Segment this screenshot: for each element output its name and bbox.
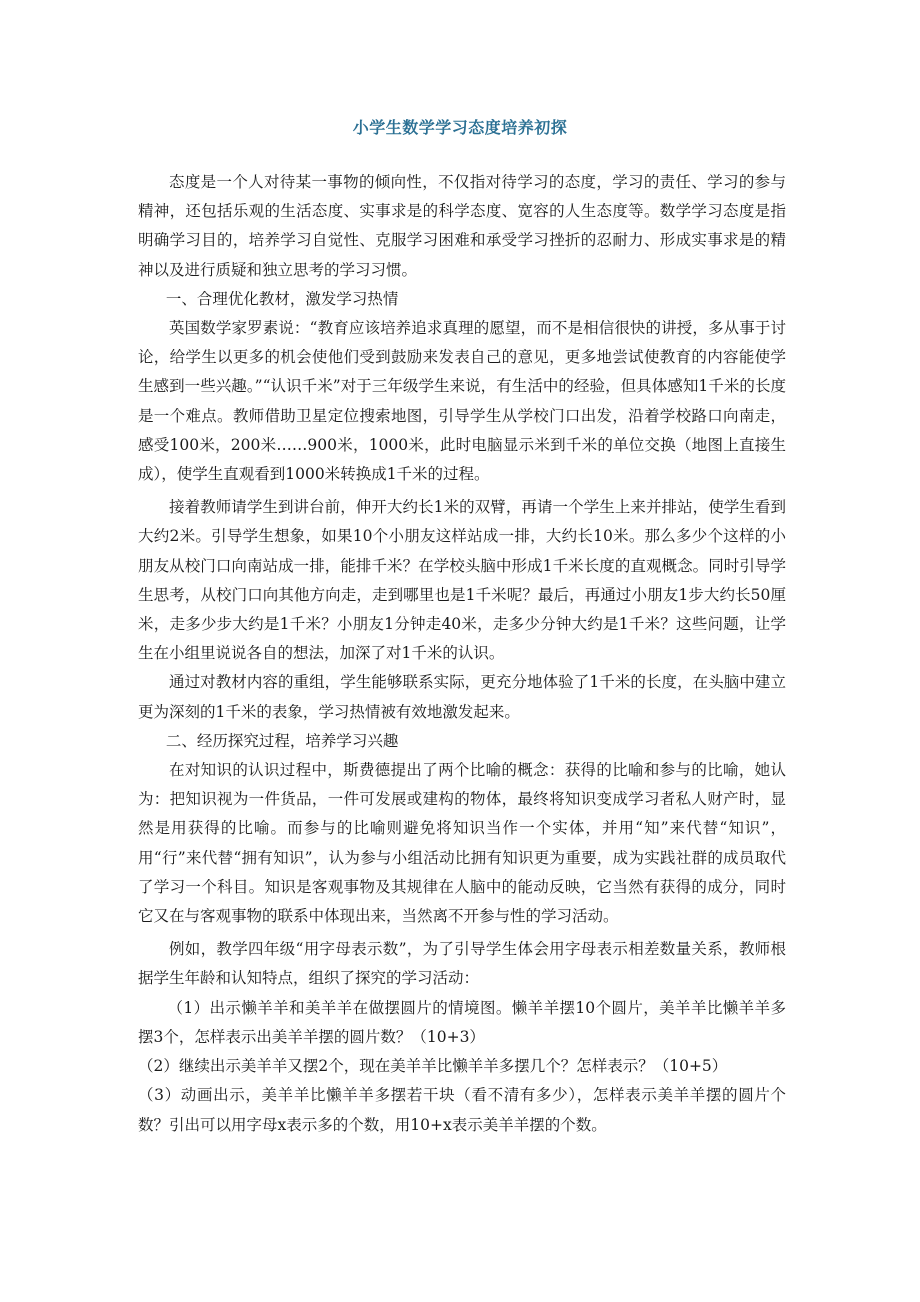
document-title: 小学生数学学习态度培养初探: [352, 118, 568, 137]
section-heading-2: 二、经历探究过程，培养学习兴趣: [165, 731, 399, 750]
paragraph-sfard: 在对知识的认识过程中，斯费德提出了两个比喻的概念：获得的比喻和参与的比喻，她认为：把知识视为一件货品，一件可发展或建构的物体，最终将知识变成学习者私人财产时，显然是用获得的比喻。而参与的比喻则避免将知识当作一个实体，并用“知”来代替“知识”，用“行”来代替“拥有知识”，认为参与小组活动比拥有知识更为重要，成为实践社群的成员取代了学习一个科目。知识是客观事物及其规律在人脑中的能动反映，它当然有获得的成分，同时它又在与客观事物的联系中体现出来，当然离不开参与性的学习活动。: [138, 761, 786, 926]
list-item-3: （3）动画出示，美羊羊比懒羊羊多摆若干块（看不清有多少），怎样表示美羊羊摆的圆片个数？引出可以用字母x表示多的个数，用10+x表示美羊羊摆的个数。: [138, 1086, 786, 1134]
list-item-1: （1）出示懒羊羊和美羊羊在做摆圆片的情境图。懒羊羊摆10个圆片，美羊羊比懒羊羊多摆3个，怎样表示出美羊羊摆的圆片数？（10+3）: [138, 998, 786, 1046]
paragraph-intro: 态度是一个人对待某一事物的倾向性，不仅指对待学习的态度，学习的责任、学习的参与精神，还包括乐观的生活态度、实事求是的科学态度、宽容的人生态度等。数学学习态度是指明确学习目的，培养学习自觉性、克服学习困难和承受学习挫折的忍耐力、形成实事求是的精神以及进行质疑和独立思考的学习习惯。: [138, 173, 786, 279]
list-item-2: （2）继续出示美羊羊又摆2个，现在美羊羊比懒羊羊多摆几个？怎样表示？（10+5）: [138, 1057, 728, 1076]
document-body: [138, 168, 786, 1140]
paragraph-reorganize: 通过对教材内容的重组，学生能够联系实际，更充分地体验了1千米的长度，在头脑中建立更为深刻的1千米的表象，学习热情被有效地激发起来。: [138, 673, 786, 721]
paragraph-arm-span: 接着教师请学生到讲台前，伸开大约长1米的双臂，再请一个学生上来并排站，使学生看到大约2米。引导学生想象，如果10个小朋友这样站成一排，大约长10米。那么多少个这样的小朋友从校门口向南站成一排，能排千米？在学校头脑中形成1千米长度的直观概念。同时引导学生思考，从校门口向其他方向走，走到哪里也是1千米呢？最后，再通过小朋友1步大约长50厘米，走多少步大约是1千米？小朋友1分钟走40米，走多少分钟大约是1千米？这些问题，让学生在小组里说说各自的想法，加深了对1千米的认识。: [138, 498, 786, 663]
section-heading-1: 一、合理优化教材，激发学习热情: [165, 289, 399, 308]
paragraph-example: 例如，教学四年级“用字母表示数”，为了引导学生体会用字母表示相差数量关系，教师根据学生年龄和认知特点，组织了探究的学习活动：: [138, 940, 786, 988]
paragraph-russell: 英国数学家罗素说：“教育应该培养追求真理的愿望，而不是相信很快的讲授，多从事于讨论，给学生以更多的机会使他们受到鼓励来发表自己的意见，更多地尝试使教育的内容能使学生感到一些兴趣。”“认识千米”对于三年级学生来说，有生活中的经验，但具体感知1千米的长度是一个难点。教师借助卫星定位搜索地图，引导学生从学校门口出发，沿着学校路口向南走，感受100米，200米……900米，1000米，此时电脑显示米到千米的单位交换（地图上直接生成），使学生直观看到1000米转换成1千米的过程。: [138, 319, 786, 484]
